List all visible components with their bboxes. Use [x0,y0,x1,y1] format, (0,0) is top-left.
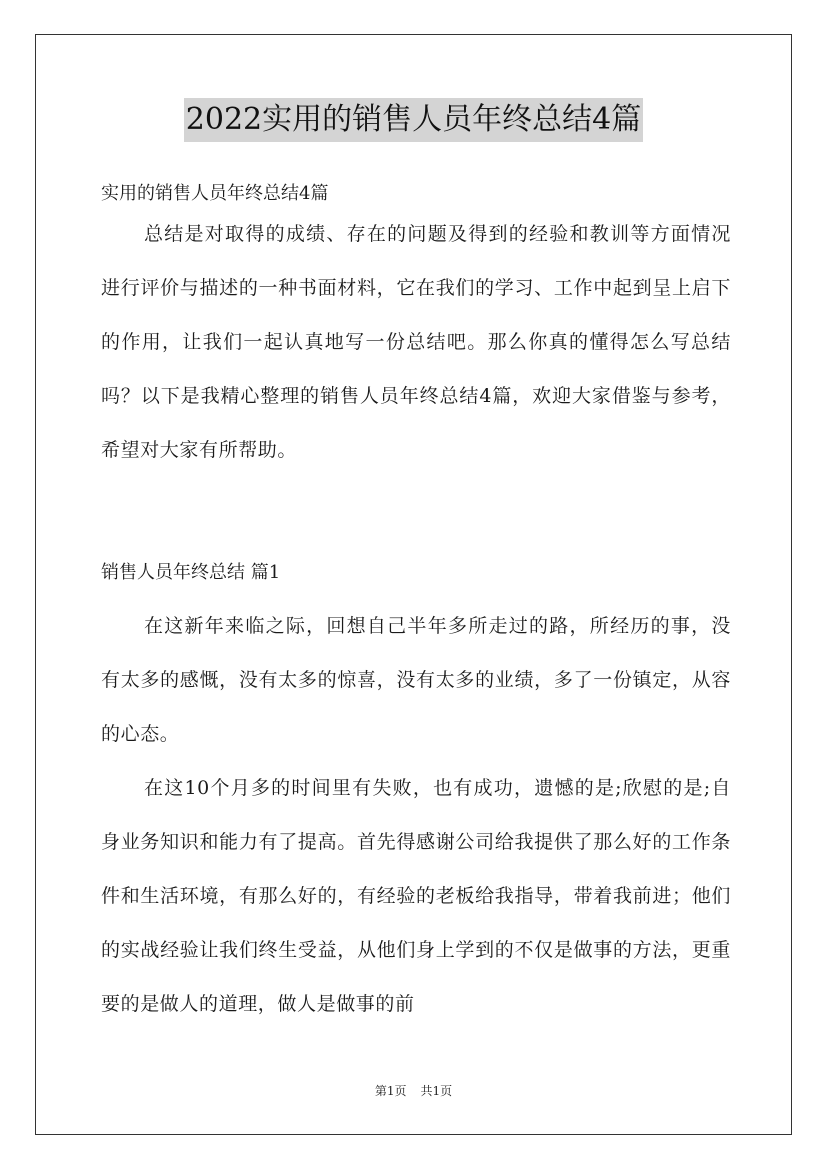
body-paragraph-1: 在这新年来临之际，回想自己半年多所走过的路，所经历的事，没有太多的感慨，没有太多的惊喜，没有太多的业绩，多了一份镇定，从容的心态。 [101,615,731,745]
page-total: 共1页 [420,1084,453,1098]
title-container [0,98,827,142]
section-body [101,599,731,1031]
document-subtitle: 实用的销售人员年终总结4篇 [101,183,329,204]
section-heading: 销售人员年终总结 篇1 [101,562,281,583]
page-footer [0,1081,827,1101]
document-title: 2022实用的销售人员年终总结4篇 [184,98,643,142]
intro-paragraph: 总结是对取得的成绩、存在的问题及得到的经验和教训等方面情况进行评价与描述的一种书面材料，它在我们的学习、工作中起到呈上启下的作用，让我们一起认真地写一份总结吧。那么你真的懂得怎么写总结吗？以下是我精心整理的销售人员年终总结4篇，欢迎大家借鉴与参考，希望对大家有所帮助。 [101,223,731,461]
page-number: 第1页 [374,1084,407,1098]
intro-block [101,207,731,477]
body-paragraph-2: 在这10个月多的时间里有失败，也有成功，遗憾的是;欣慰的是;自身业务知识和能力有了提高。首先得感谢公司给我提供了那么好的工作条件和生活环境，有那么好的，有经验的老板给我指导，带着我前进；他们的实战经验让我们终生受益，从他们身上学到的不仅是做事的方法，更重要的是做人的道理，做人是做事的前 [101,777,731,1015]
